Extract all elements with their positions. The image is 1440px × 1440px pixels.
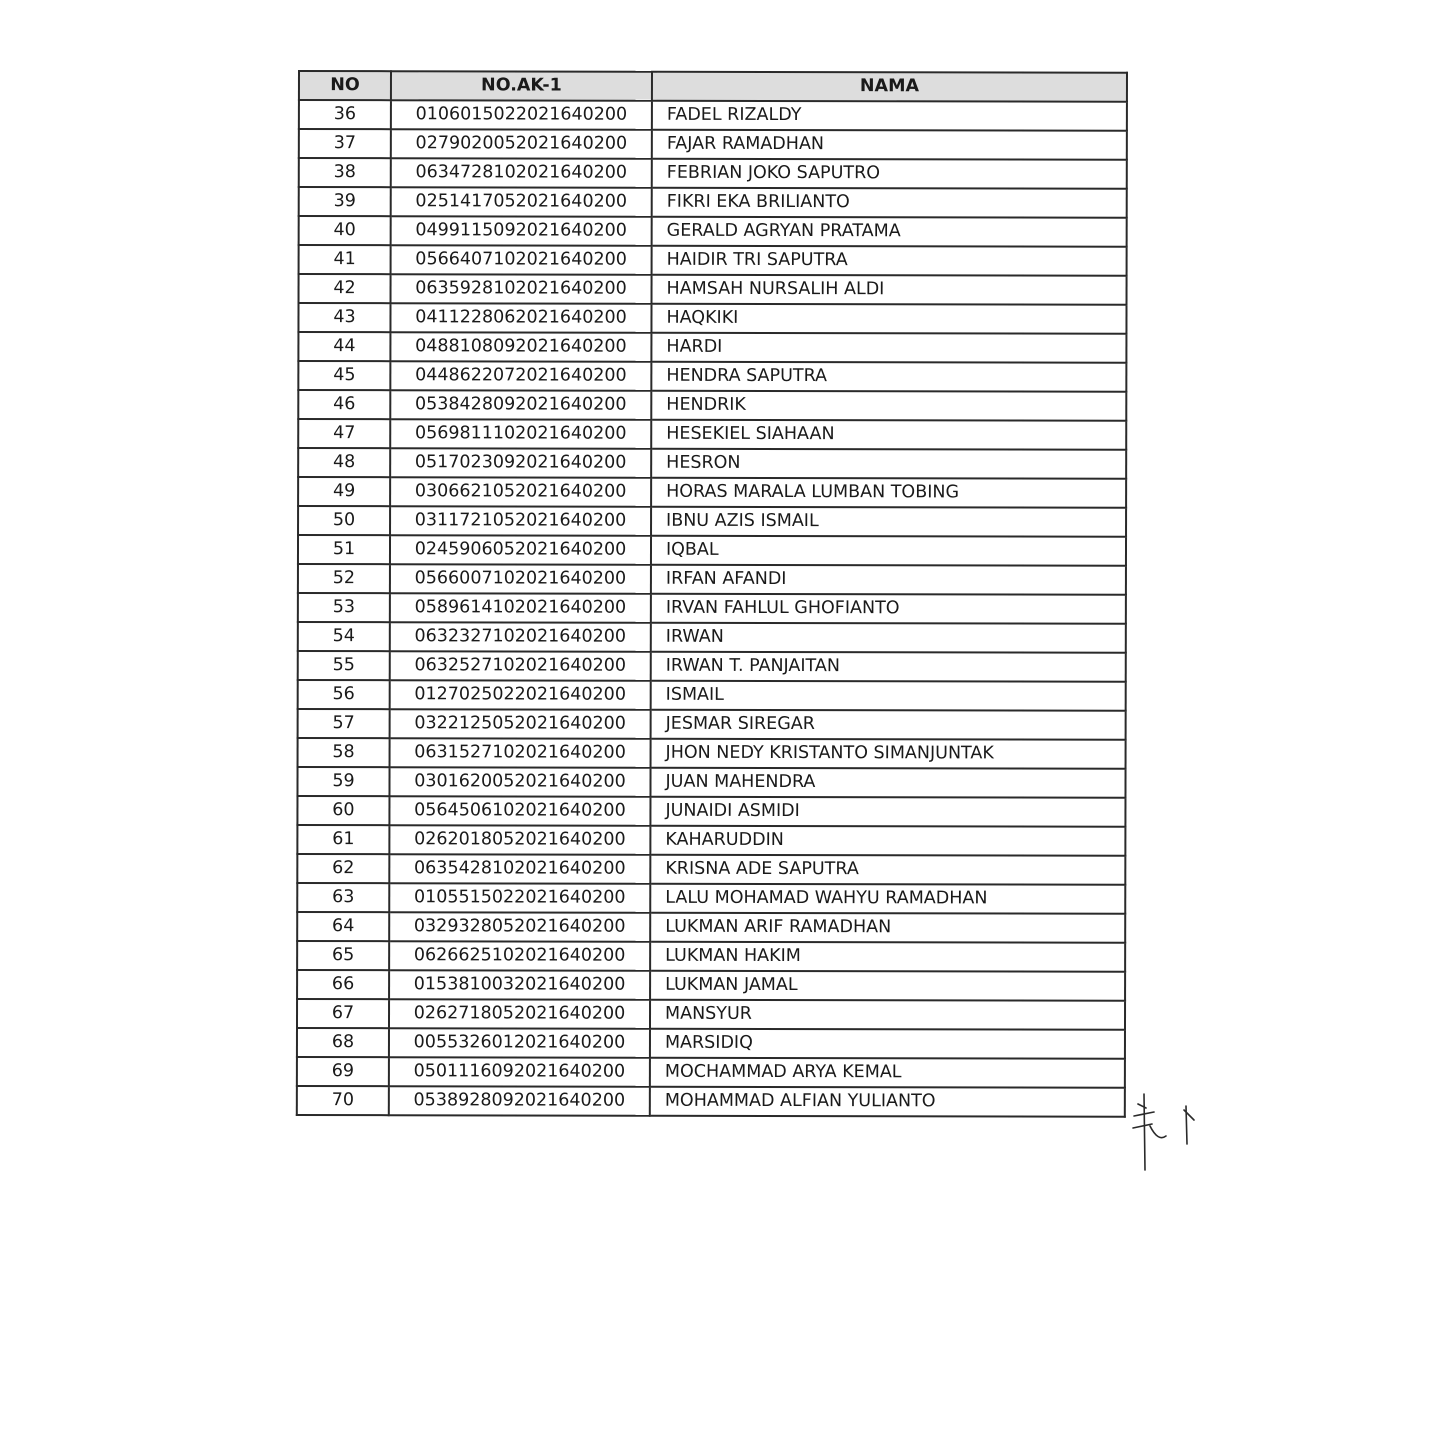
table-body: [297, 100, 1127, 1117]
participant-name: IBNU AZIS ISMAIL: [651, 507, 1126, 537]
ak-1-number: 0301620052021640200: [389, 767, 650, 797]
table-row: [297, 854, 1125, 885]
table-row: [298, 506, 1126, 537]
table-row: [298, 390, 1126, 421]
row-number: 52: [298, 564, 390, 593]
table-row: [297, 796, 1125, 827]
row-number: 67: [297, 999, 389, 1028]
ak-1-number: 0538428092021640200: [390, 390, 651, 420]
ak-1-number: 0262018052021640200: [389, 825, 650, 855]
table-row: [297, 1028, 1125, 1059]
row-number: 46: [298, 390, 390, 419]
table-row: [298, 419, 1126, 450]
participant-name: LUKMAN JAMAL: [650, 971, 1125, 1001]
participant-name: HAMSAH NURSALIH ALDI: [652, 275, 1127, 305]
row-number: 42: [299, 274, 391, 303]
ak-1-number: 0566407102021640200: [391, 245, 652, 275]
ak-1-number: 0262718052021640200: [389, 999, 650, 1029]
ak-1-number: 0279020052021640200: [391, 129, 652, 159]
row-number: 41: [299, 245, 391, 274]
participant-name: LALU MOHAMAD WAHYU RAMADHAN: [650, 884, 1125, 914]
ak-1-number: 0626625102021640200: [389, 941, 650, 971]
participant-name: IRFAN AFANDI: [651, 565, 1126, 595]
participant-name: KAHARUDDIN: [650, 826, 1125, 856]
table-row: [298, 680, 1126, 711]
participant-name: FADEL RIZALDY: [652, 101, 1127, 131]
participant-name: JHON NEDY KRISTANTO SIMANJUNTAK: [651, 739, 1126, 769]
table-row: [299, 129, 1127, 160]
ak-1-number: 0306621052021640200: [390, 477, 651, 507]
ak-1-number: 0569811102021640200: [390, 419, 651, 449]
ak-1-number: 0564506102021640200: [389, 796, 650, 826]
participant-name: JESMAR SIREGAR: [651, 710, 1126, 740]
table-row: [297, 912, 1125, 943]
participant-name: GERALD AGRYAN PRATAMA: [652, 217, 1127, 247]
participant-name: LUKMAN ARIF RAMADHAN: [650, 913, 1125, 943]
participant-name: HARDI: [651, 333, 1126, 363]
row-number: 44: [298, 332, 390, 361]
row-number: 38: [299, 158, 391, 187]
ak-1-number: 0635928102021640200: [391, 274, 652, 304]
table-row: [298, 593, 1126, 624]
participant-name: IRWAN T. PANJAITAN: [651, 652, 1126, 682]
participant-name: HAQKIKI: [651, 304, 1126, 334]
participant-name: HENDRIK: [651, 391, 1126, 421]
row-number: 48: [298, 448, 390, 477]
row-number: 43: [298, 303, 390, 332]
header-no-ak-1: NO.AK-1: [391, 71, 652, 101]
table-row: [297, 883, 1125, 914]
ak-1-number: 0631527102021640200: [390, 738, 651, 768]
ak-1-number: 0105515022021640200: [389, 883, 650, 913]
ak-1-number: 0411228062021640200: [390, 303, 651, 333]
ak-1-number: 0153810032021640200: [389, 970, 650, 1000]
table-row: [299, 158, 1127, 189]
ak-1-number: 0322125052021640200: [390, 709, 651, 739]
row-number: 62: [297, 854, 389, 883]
table-row: [298, 332, 1126, 363]
participant-name: MOCHAMMAD ARYA KEMAL: [650, 1058, 1125, 1088]
ak-1-number: 0566007102021640200: [390, 564, 651, 594]
table-row: [298, 564, 1126, 595]
row-number: 54: [298, 622, 390, 651]
table-row: [297, 825, 1125, 856]
participant-name: FEBRIAN JOKO SAPUTRO: [652, 159, 1127, 189]
row-number: 70: [297, 1086, 389, 1115]
row-number: 68: [297, 1028, 389, 1057]
document-sheet: [296, 70, 1126, 1118]
ak-1-number: 0635428102021640200: [389, 854, 650, 884]
table-row: [299, 100, 1127, 131]
participant-name: IQBAL: [651, 536, 1126, 566]
ak-1-number: 0251417052021640200: [391, 187, 652, 217]
ak-1-number: 0329328052021640200: [389, 912, 650, 942]
ak-1-number: 0055326012021640200: [389, 1028, 650, 1058]
row-number: 37: [299, 129, 391, 158]
row-number: 65: [297, 941, 389, 970]
table-row: [298, 477, 1126, 508]
table-row: [298, 361, 1126, 392]
ak-1-number: 0589614102021640200: [390, 593, 651, 623]
row-number: 50: [298, 506, 390, 535]
participant-name: FIKRI EKA BRILIANTO: [652, 188, 1127, 218]
ak-1-number: 0127025022021640200: [390, 680, 651, 710]
ak-1-number: 0499115092021640200: [391, 216, 652, 246]
row-number: 47: [298, 419, 390, 448]
row-number: 45: [298, 361, 390, 390]
row-number: 64: [297, 912, 389, 941]
table-row: [298, 448, 1126, 479]
participant-name: IRWAN: [651, 623, 1126, 653]
row-number: 63: [297, 883, 389, 912]
row-number: 56: [298, 680, 390, 709]
table-row: [297, 999, 1125, 1030]
participant-name: LUKMAN HAKIM: [650, 942, 1125, 972]
ak-1-number: 0538928092021640200: [389, 1086, 650, 1116]
handwritten-signature: [1128, 1086, 1198, 1176]
row-number: 53: [298, 593, 390, 622]
row-number: 49: [298, 477, 390, 506]
participant-name: ISMAIL: [651, 681, 1126, 711]
row-number: 36: [299, 100, 391, 129]
table-header-row: [299, 71, 1127, 102]
ak-1-number: 0488108092021640200: [390, 332, 651, 362]
ak-1-number: 0448622072021640200: [390, 361, 651, 391]
participant-name: HESEKIEL SIAHAAN: [651, 420, 1126, 450]
row-number: 55: [298, 651, 390, 680]
row-number: 69: [297, 1057, 389, 1086]
participant-name: IRVAN FAHLUL GHOFIANTO: [651, 594, 1126, 624]
row-number: 58: [298, 738, 390, 767]
participant-name: JUNAIDI ASMIDI: [650, 797, 1125, 827]
table-row: [298, 651, 1126, 682]
ak-1-number: 0634728102021640200: [391, 158, 652, 188]
header-nama: NAMA: [652, 72, 1127, 102]
row-number: 57: [298, 709, 390, 738]
participant-name: HAIDIR TRI SAPUTRA: [652, 246, 1127, 276]
table-row: [297, 941, 1125, 972]
table-row: [299, 245, 1127, 276]
table-row: [298, 535, 1126, 566]
table-row: [298, 738, 1126, 769]
table-row: [297, 970, 1125, 1001]
ak-1-number: 0632327102021640200: [390, 622, 651, 652]
row-number: 51: [298, 535, 390, 564]
ak-1-number: 0311721052021640200: [390, 506, 651, 536]
participant-name: HENDRA SAPUTRA: [651, 362, 1126, 392]
table-row: [298, 303, 1126, 334]
table-row: [298, 622, 1126, 653]
row-number: 66: [297, 970, 389, 999]
table-row: [297, 767, 1125, 798]
table-row: [297, 1086, 1125, 1117]
participant-name: MARSIDIQ: [650, 1029, 1125, 1059]
participant-name: FAJAR RAMADHAN: [652, 130, 1127, 160]
participant-name: KRISNA ADE SAPUTRA: [650, 855, 1125, 885]
ak-1-number: 0245906052021640200: [390, 535, 651, 565]
participant-name: HORAS MARALA LUMBAN TOBING: [651, 478, 1126, 508]
participant-name: MANSYUR: [650, 1000, 1125, 1030]
row-number: 39: [299, 187, 391, 216]
header-no: NO: [299, 71, 391, 100]
table-row: [298, 709, 1126, 740]
row-number: 40: [299, 216, 391, 245]
participant-name: MOHAMMAD ALFIAN YULIANTO: [650, 1087, 1125, 1117]
row-number: 60: [297, 796, 389, 825]
ak-1-number: 0517023092021640200: [390, 448, 651, 478]
participant-name: JUAN MAHENDRA: [650, 768, 1125, 798]
ak-1-number: 0632527102021640200: [390, 651, 651, 681]
ak-1-number: 0501116092021640200: [389, 1057, 650, 1087]
participant-table: [296, 70, 1128, 1118]
ak-1-number: 0106015022021640200: [391, 100, 652, 130]
table-row: [299, 216, 1127, 247]
row-number: 61: [297, 825, 389, 854]
table-row: [297, 1057, 1125, 1088]
table-row: [299, 187, 1127, 218]
row-number: 59: [297, 767, 389, 796]
table-row: [299, 274, 1127, 305]
participant-name: HESRON: [651, 449, 1126, 479]
